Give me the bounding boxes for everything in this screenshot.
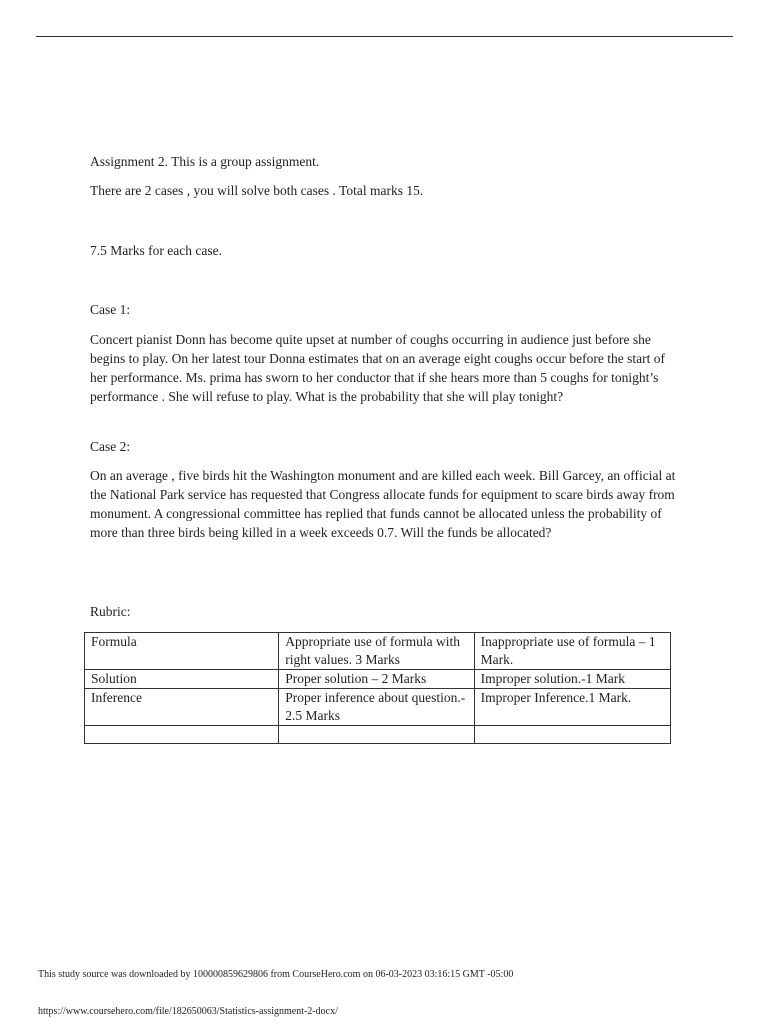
rubric-appropriate-cell: Proper solution – 2 Marks: [279, 670, 474, 689]
source-url[interactable]: https://www.coursehero.com/file/182650063/Statistics-assignment-2-docx/: [38, 1006, 338, 1017]
marks-note: 7.5 Marks for each case.: [90, 243, 222, 258]
rubric-inappropriate-cell: Improper solution.-1 Mark: [474, 670, 670, 689]
rubric-inappropriate-cell: Improper Inference.1 Mark.: [474, 689, 670, 726]
case1-text: Concert pianist Donn has become quite upset at number of coughs occurring in audience just before she begins to play. On her latest tour Donna estimates that on an average eight coughs occur before the start of her performance. Ms. prima has sworn to her conductor that if she hears more than 5 coughs for tonight’s performance . She will refuse to play. What is the probability that she will play tonight?: [90, 332, 665, 404]
rubric-table: [84, 632, 671, 744]
rubric-title: Rubric:: [90, 604, 131, 619]
table-row: [85, 633, 671, 670]
rubric-criterion-cell: Inference: [85, 689, 279, 726]
table-row: [85, 726, 671, 744]
download-source-line: This study source was downloaded by 100000859629806 from CourseHero.com on 06-03-2023 03:16:15 GMT -05:00: [38, 969, 514, 980]
rubric-criterion-cell: Solution: [85, 670, 279, 689]
case1-title: Case 1:: [90, 302, 131, 317]
case2-text: On an average , five birds hit the Washington monument and are killed each week. Bill Garcey, an official at the National Park service has requested that Congress allocate funds for equipment to scare birds away from monument. A congressional committee has replied that funds cannot be allocated unless the probability of more than three birds being killed in a week exceeds 0.7. Will the funds be allocated?: [90, 468, 676, 540]
rubric-criterion-cell: Formula: [85, 633, 279, 670]
empty-cell: [474, 726, 670, 744]
empty-cell: [279, 726, 474, 744]
empty-cell: [85, 726, 279, 744]
assignment-intro: There are 2 cases , you will solve both cases . Total marks 15.: [90, 183, 424, 198]
case2-title: Case 2:: [90, 439, 131, 454]
table-row: [85, 670, 671, 689]
assignment-heading: Assignment 2. This is a group assignment.: [90, 154, 320, 169]
rubric-appropriate-cell: Proper inference about question.- 2.5 Marks: [279, 689, 474, 726]
rubric-inappropriate-cell: Inappropriate use of formula – 1 Mark.: [474, 633, 670, 670]
rubric-appropriate-cell: Appropriate use of formula with right values. 3 Marks: [279, 633, 474, 670]
header-rule: [36, 36, 733, 37]
table-row: [85, 689, 671, 726]
